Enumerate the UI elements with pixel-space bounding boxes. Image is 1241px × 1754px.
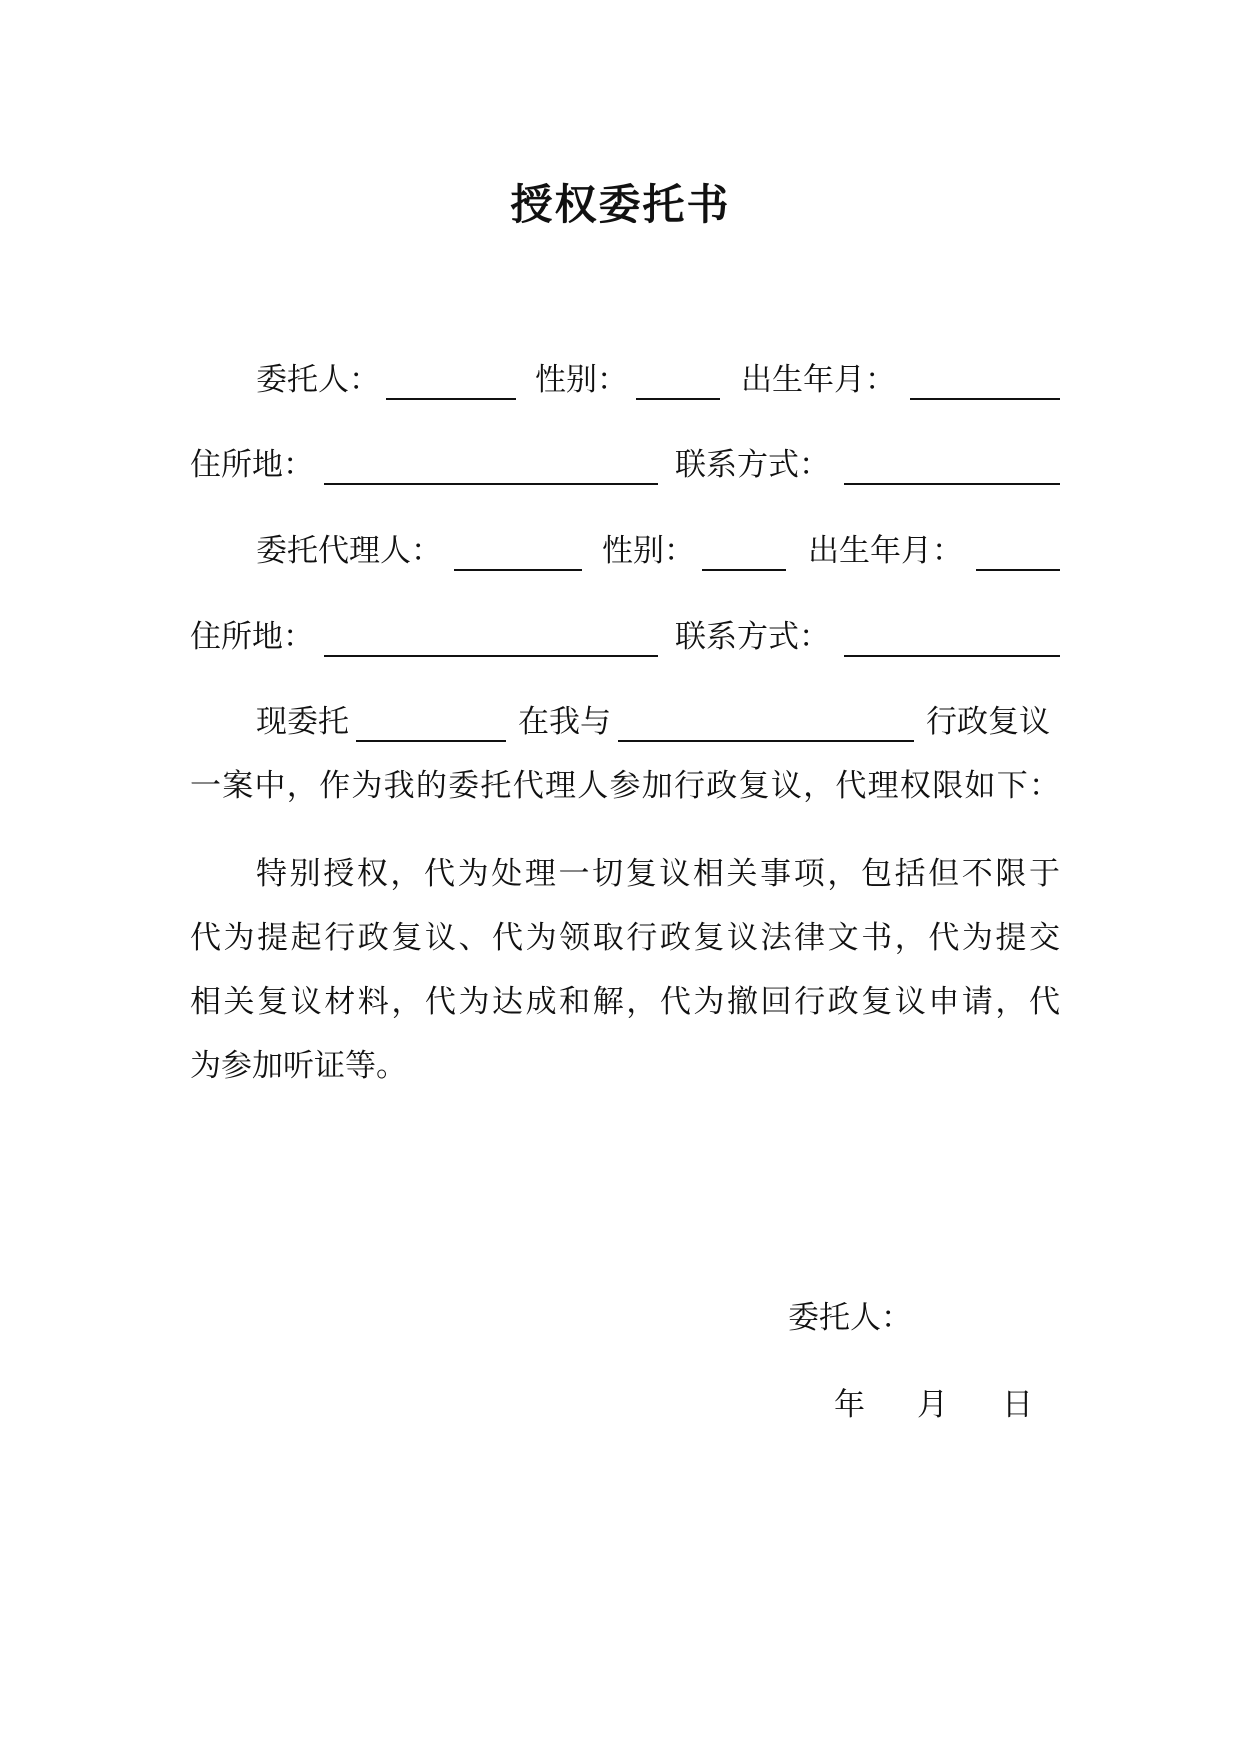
agent-birth-blank[interactable] bbox=[976, 569, 1060, 571]
agent-contact-label: 联系方式： bbox=[675, 619, 830, 655]
agent-birth-label: 出生年月： bbox=[808, 533, 963, 569]
entrust-line-1 bbox=[190, 700, 1060, 744]
respondent-blank[interactable] bbox=[618, 740, 914, 742]
agent-gender-label: 性别： bbox=[602, 533, 695, 569]
signature-month: 月 bbox=[917, 1387, 948, 1423]
principal-name-blank[interactable] bbox=[386, 398, 516, 400]
entrust-part-3: 行政复议 bbox=[926, 704, 1050, 740]
principal-address-blank[interactable] bbox=[324, 483, 658, 485]
principal-gender-label: 性别： bbox=[535, 362, 628, 398]
signature-principal-label: 委托人： bbox=[788, 1300, 912, 1336]
entrust-paragraph bbox=[190, 754, 1060, 818]
agent-address-label: 住所地： bbox=[190, 619, 314, 655]
agent-name-blank[interactable] bbox=[454, 569, 582, 571]
authority-line-1: 特别授权，代为处理一切复议相关事项，包括但不限于 bbox=[256, 856, 1060, 892]
authority-line-2: 代为提起行政复议、代为领取行政复议法律文书，代为提交 bbox=[190, 920, 1060, 956]
principal-label: 委托人： bbox=[256, 362, 380, 398]
principal-address-row bbox=[190, 443, 1060, 487]
principal-row bbox=[190, 358, 1060, 402]
principal-contact-label: 联系方式： bbox=[675, 447, 830, 483]
entrusted-agent-blank[interactable] bbox=[356, 740, 506, 742]
agent-contact-blank[interactable] bbox=[844, 655, 1060, 657]
principal-birth-label: 出生年月： bbox=[741, 362, 896, 398]
signature-year: 年 bbox=[834, 1387, 865, 1423]
agent-gender-blank[interactable] bbox=[702, 569, 786, 571]
entrust-part-2: 在我与 bbox=[518, 704, 611, 740]
principal-gender-blank[interactable] bbox=[636, 398, 720, 400]
entrust-line-2: 一案中，作为我的委托代理人参加行政复议，代理权限如下： bbox=[190, 768, 1060, 804]
authority-line-3: 相关复议材料，代为达成和解，代为撤回行政复议申请，代 bbox=[190, 984, 1060, 1020]
agent-label: 委托代理人： bbox=[256, 533, 442, 569]
signature-day: 日 bbox=[1002, 1387, 1033, 1423]
authority-paragraph bbox=[190, 842, 1060, 1098]
entrust-part-1: 现委托 bbox=[256, 704, 349, 740]
authority-line-4: 为参加听证等。 bbox=[190, 1048, 407, 1084]
agent-address-row bbox=[190, 615, 1060, 659]
principal-contact-blank[interactable] bbox=[844, 483, 1060, 485]
agent-address-blank[interactable] bbox=[324, 655, 658, 657]
document-title: 授权委托书 bbox=[510, 180, 731, 229]
principal-address-label: 住所地： bbox=[190, 447, 314, 483]
agent-row bbox=[190, 529, 1060, 573]
principal-birth-blank[interactable] bbox=[910, 398, 1060, 400]
